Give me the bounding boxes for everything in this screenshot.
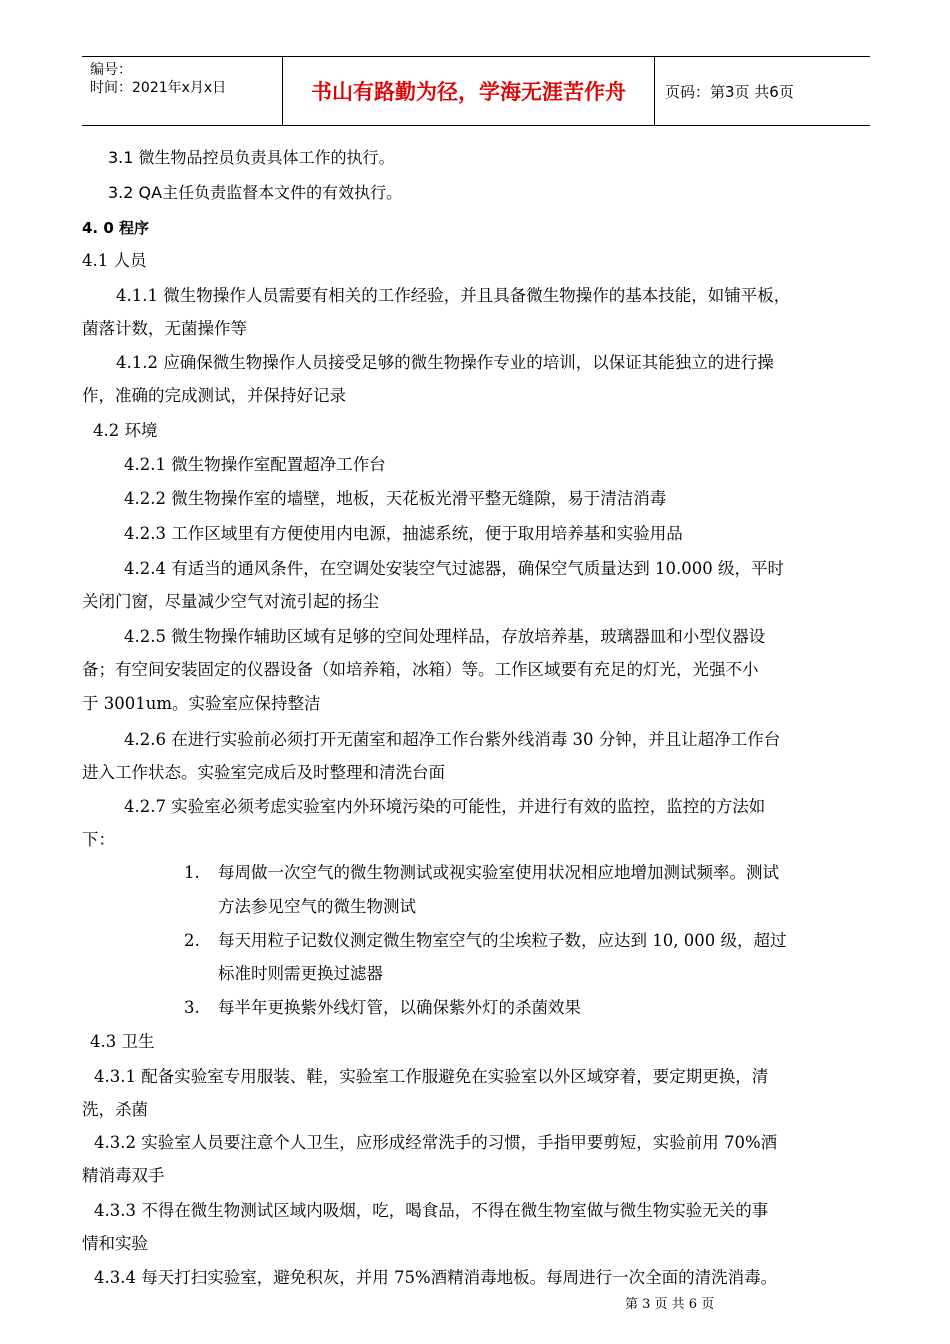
section-4-2-4-line2: 关闭门窗，尽量减少空气对流引起的扬尘 — [82, 592, 379, 611]
section-4-1-heading: 4.1 人员 — [82, 251, 147, 270]
page-footer: 第 3 页 共 6 页 — [625, 1297, 715, 1312]
section-4-2-7-line2: 下： — [82, 830, 115, 849]
section-4-3-3-line2: 情和实验 — [82, 1234, 148, 1253]
header-table — [82, 56, 870, 126]
section-4-2-3: 4.2.3 工作区域里有方便使用内电源，抽滤系统，便于取用培养基和实验用品 — [124, 524, 683, 543]
document-time-label: 时间：2021年x月x日 — [90, 80, 227, 96]
list-item-line: 每周做一次空气的微生物测试或视实验室使用状况相应地增加测试频率。测试 — [218, 863, 779, 882]
list-item-number: 1. — [184, 863, 200, 882]
section-4-heading: 4. 0 程序 — [82, 219, 150, 237]
header-motto: 书山有路勤为径，学海无涯苦作舟 — [283, 57, 655, 125]
section-4-2-4-line1: 4.2.4 有适当的通风条件，在空调处安装空气过滤器，确保空气质量达到 10.000 级，平时 — [124, 559, 784, 578]
section-4-2-6-line1: 4.2.6 在进行实验前必须打开无菌室和超净工作台紫外线消毒 30 分钟，并且让超净工作台 — [124, 730, 781, 749]
section-4-2-heading: 4.2 环境 — [93, 421, 158, 440]
list-item-line: 方法参见空气的微生物测试 — [218, 897, 416, 916]
section-4-1-1-line2: 菌落计数，无菌操作等 — [82, 319, 247, 338]
section-4-3-4: 4.3.4 每天打扫实验室，避免积灰，并用 75%酒精消毒地板。每周进行一次全面的清洗消毒。 — [94, 1268, 778, 1287]
section-4-2-6-line2: 进入工作状态。实验室完成后及时整理和清洗台面 — [82, 763, 445, 782]
section-4-2-5-line1: 4.2.5 微生物操作辅助区域有足够的空间处理样品，存放培养基，玻璃器皿和小型仪器设 — [124, 627, 766, 646]
section-4-2-5-line3: 于 3001um。实验室应保持整洁 — [82, 694, 321, 713]
section-4-3-heading: 4.3 卫生 — [90, 1032, 155, 1051]
list-item-number: 2. — [184, 931, 200, 950]
section-4-3-2-line1: 4.3.2 实验室人员要注意个人卫生，应形成经常洗手的习惯，手指甲要剪短，实验前用 70%酒 — [94, 1133, 778, 1152]
section-3-1: 3.1 微生物品控员负责具体工作的执行。 — [108, 148, 395, 167]
section-4-3-2-line2: 精消毒双手 — [82, 1166, 165, 1185]
section-4-2-1: 4.2.1 微生物操作室配置超净工作台 — [124, 455, 386, 474]
section-4-3-1-line2: 洗，杀菌 — [82, 1100, 148, 1119]
section-4-3-1-line1: 4.3.1 配备实验室专用服装、鞋，实验室工作服避免在实验室以外区域穿着，要定期更换，清 — [94, 1067, 769, 1086]
section-4-1-2-line2: 作，准确的完成测试，并保持好记录 — [82, 386, 346, 405]
document-number-label: 编号： — [90, 62, 132, 78]
section-4-2-5-line2: 备；有空间安装固定的仪器设备（如培养箱，冰箱）等。工作区域要有充足的灯光，光强不小 — [82, 660, 759, 679]
list-item-line: 标准时则需更换过滤器 — [218, 964, 383, 983]
section-3-2: 3.2 QA主任负责监督本文件的有效执行。 — [108, 183, 403, 202]
section-4-2-7-line1: 4.2.7 实验室必须考虑实验室内外环境污染的可能性，并进行有效的监控，监控的方法如 — [124, 797, 766, 816]
header-meta-cell — [82, 57, 283, 125]
header-page-info: 页码：第3页 共6页 — [665, 82, 794, 101]
list-item-line: 每天用粒子记数仪测定微生物室空气的尘埃粒子数，应达到 10, 000 级，超过 — [218, 931, 787, 950]
list-item-number: 3. — [184, 998, 200, 1017]
section-4-3-3-line1: 4.3.3 不得在微生物测试区域内吸烟，吃，喝食品，不得在微生物室做与微生物实验无关的事 — [94, 1201, 769, 1220]
list-item-line: 每半年更换紫外线灯管，以确保紫外灯的杀菌效果 — [218, 998, 581, 1017]
section-4-2-2: 4.2.2 微生物操作室的墙壁，地板，天花板光滑平整无缝隙，易于清洁消毒 — [124, 489, 667, 508]
section-4-1-1-line1: 4.1.1 微生物操作人员需要有相关的工作经验，并且具备微生物操作的基本技能，如铺平板， — [116, 286, 791, 305]
section-4-1-2-line1: 4.1.2 应确保微生物操作人员接受足够的微生物操作专业的培训，以保证其能独立的进行操 — [116, 353, 774, 372]
